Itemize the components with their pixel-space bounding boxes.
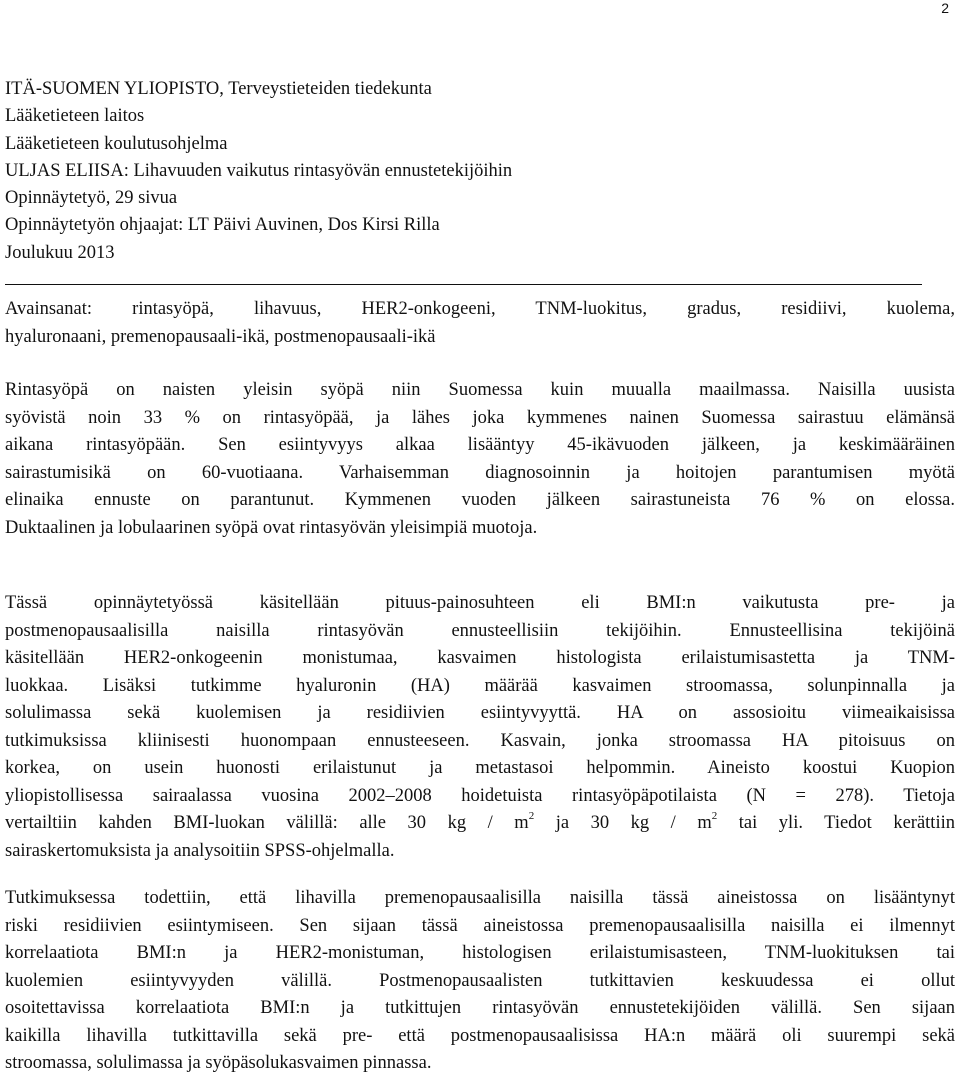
paragraph-line: syövistä noin 33 % on rintasyöpää, ja lähes joka kymmenes nainen Suomessa sairastuu elämänsä (5, 407, 955, 428)
abstract-paragraph-1 (5, 377, 955, 542)
paragraph-line: tutkimuksissa kliinisesti huonompaan ennusteeseen. Kasvain, jonka stroomassa HA pitoisuus on (5, 730, 955, 751)
paragraph-line: riski residiivien esiintymiseen. Sen sijaan tässä aineistossa premenopausaalisilla naisilla ei ilmennyt (5, 915, 955, 936)
abstract-paragraph-2 (5, 590, 955, 865)
paragraph-line: kaikilla lihavilla tutkittavilla sekä pre- että postmenopausaalisissa HA:n määrä oli suurempi sekä (5, 1025, 955, 1046)
paragraph-line-bmi-classes (5, 810, 955, 838)
abstract-paragraph-3 (5, 885, 955, 1078)
page-number: 2 (941, 0, 949, 16)
header-line-author-title: ULJAS ELIISA: Lihavuuden vaikutus rintasyövän ennustetekijöihin (5, 160, 513, 181)
header-line-programme: Lääketieteen koulutusohjelma (5, 133, 228, 154)
header-line-supervisors: Opinnäytetyön ohjaajat: LT Päivi Auvinen, Dos Kirsi Rilla (5, 215, 440, 236)
bmi-text-part: ja 30 kg / m (534, 813, 712, 833)
paragraph-line: solulimassa sekä kuolemisen ja residiivien esiintyvyyttä. HA on assosioitu viimeaikaisissa (5, 703, 955, 723)
keywords-paragraph (5, 296, 955, 351)
paragraph-line: Duktaalinen ja lobulaarinen syöpä ovat rintasyövän yleisimpiä muotoja. (5, 517, 538, 538)
paragraph-line: käsitellään HER2-onkogeenin monistumaa, kasvaimen histologista erilaistumisastetta ja TNM- (5, 648, 955, 668)
paragraph-line: kuolemien esiintyvyyden välillä. Postmenopausaalisten tutkittavien keskuudessa ei ollut (5, 970, 955, 991)
keywords-line: hyaluronaani, premenopausaali-ikä, postmenopausaali-ikä (5, 326, 436, 347)
paragraph-line: stroomassa, solulimassa ja syöpäsolukasvaimen pinnassa. (5, 1053, 432, 1073)
superscript-2: 2 (711, 809, 718, 822)
paragraph-line: elinaika ennuste on parantunut. Kymmenen vuoden jälkeen sairastuneista 76 % on elossa. (5, 490, 955, 510)
paragraph-line: korkea, on usein huonosti erilaistunut ja metastasoi helpommin. Aineisto koostui Kuopion (5, 758, 955, 778)
paragraph-line: osoitettavissa korrelaatiota BMI:n ja tutkittujen rintasyövän ennustetekijöiden välillä. Sen sijaan (5, 998, 955, 1018)
paragraph-line: korrelaatiota BMI:n ja HER2-monistuman, histologisen erilaistumisasteen, TNM-luokituksen tai (5, 943, 955, 963)
paragraph-line: aikana rintasyöpään. Sen esiintyvyys alkaa lisääntyy 45-ikävuoden jälkeen, ja keskimääräinen (5, 435, 955, 455)
paragraph-line: sairastumisikä on 60-vuotiaana. Varhaisemman diagnosoinnin ja hoitojen parantumisen myötä (5, 462, 955, 483)
header-divider (5, 284, 922, 285)
paragraph-line: luokkaa. Lisäksi tutkimme hyaluronin (HA) määrää kasvaimen stroomassa, solunpinnalla ja (5, 675, 955, 696)
header-line-university: ITÄ-SUOMEN YLIOPISTO, Terveystieteiden tiedekunta (5, 79, 432, 99)
header-line-date: Joulukuu 2013 (5, 242, 115, 263)
header-line-department: Lääketieteen laitos (5, 106, 145, 127)
keywords-line: Avainsanat: rintasyöpä, lihavuus, HER2-onkogeeni, TNM-luokitus, gradus, residiivi, kuolema, (5, 299, 955, 319)
header-line-pages: Opinnäytetyö, 29 sivua (5, 188, 178, 209)
paragraph-line: sairaskertomuksista ja analysoitiin SPSS-ohjelmalla. (5, 840, 395, 861)
paragraph-line: Tässä opinnäytetyössä käsitellään pituus-painosuhteen eli BMI:n vaikutusta pre- ja (5, 593, 955, 613)
thesis-header (5, 76, 955, 267)
paragraph-line: Tutkimuksessa todettiin, että lihavilla premenopausaalisilla naisilla tässä aineistossa on lisääntynyt (5, 888, 955, 908)
superscript-2: 2 (528, 809, 535, 822)
bmi-text-part: tai yli. Tiedot kerättiin (717, 813, 955, 833)
paragraph-line: yliopistollisessa sairaalassa vuosina 2002–2008 hoidetuista rintasyöpäpotilaista (N = 278). Tietoja (5, 785, 955, 806)
paragraph-line: postmenopausaalisilla naisilla rintasyövän ennusteellisiin tekijöihin. Ennusteellisina tekijöinä (5, 620, 955, 641)
paragraph-line: Rintasyöpä on naisten yleisin syöpä niin Suomessa kuin muualla maailmassa. Naisilla uusista (5, 380, 955, 400)
bmi-text-part: vertailtiin kahden BMI-luokan välillä: alle 30 kg / m (5, 813, 529, 833)
